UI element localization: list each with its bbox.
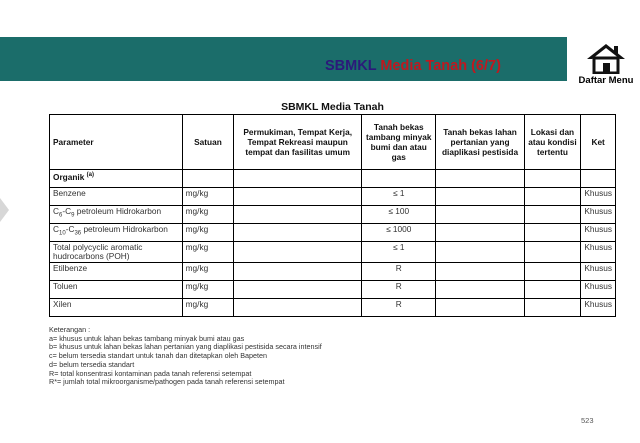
home-icon (585, 42, 627, 74)
row-parameter: Toluen (50, 281, 183, 299)
row-lokasi (524, 281, 581, 299)
row-parameter: Total polycyclic aromatic hudrocarbons (POH) (50, 242, 183, 263)
row-unit: mg/kg (182, 224, 234, 242)
row-ket: Khusus (581, 263, 616, 281)
row-ket: Khusus (581, 281, 616, 299)
group-label-cell (50, 170, 183, 188)
page-title-prefix: SBMKL (325, 58, 381, 74)
table-header-row (50, 115, 616, 170)
page-number: 523 (581, 416, 594, 425)
row-lokasi (524, 263, 581, 281)
row-parameter: Xilen (50, 299, 183, 317)
note-line: c= belum tersedia standart untuk tanah dan ditetapkan oleh Bapeten (49, 351, 267, 361)
table-caption: SBMKL Media Tanah (281, 101, 384, 113)
row-permukiman (234, 242, 362, 263)
row-tambang: R (362, 263, 436, 281)
table-row (50, 206, 616, 224)
note-line: a= khusus untuk lahan bekas tambang minyak bumi atau gas (49, 333, 245, 343)
header-parameter: Parameter (50, 115, 183, 170)
header-tambang: Tanah bekas tambang minyak bumi dan atau gas (362, 115, 436, 170)
row-unit: mg/kg (182, 281, 234, 299)
row-ket: Khusus (581, 224, 616, 242)
header-pertanian: Tanah bekas lahan pertanian yang diaplikasi pestisida (436, 115, 524, 170)
row-pertanian (436, 224, 524, 242)
row-tambang: ≤ 1 (362, 242, 436, 263)
row-permukiman (234, 224, 362, 242)
row-pertanian (436, 263, 524, 281)
table-row (50, 188, 616, 206)
row-unit: mg/kg (182, 188, 234, 206)
row-parameter: Benzene (50, 188, 183, 206)
notes-heading: Keterangan : (49, 325, 91, 334)
row-unit: mg/kg (182, 299, 234, 317)
row-lokasi (524, 224, 581, 242)
row-ket: Khusus (581, 206, 616, 224)
header-satuan: Satuan (182, 115, 234, 170)
row-pertanian (436, 281, 524, 299)
row-tambang: ≤ 100 (362, 206, 436, 224)
header-permukiman: Permukiman, Tempat Kerja, Tempat Rekreasi maupun tempat dan fasilitas umum (234, 115, 362, 170)
sbmkl-table (49, 114, 616, 317)
row-tambang: ≤ 1000 (362, 224, 436, 242)
row-pertanian (436, 242, 524, 263)
row-ket: Khusus (581, 242, 616, 263)
row-tambang: R (362, 299, 436, 317)
note-line: R= total konsentrasi kontaminan pada tanah referensi setempat (49, 368, 252, 378)
row-unit: mg/kg (182, 263, 234, 281)
row-lokasi (524, 188, 581, 206)
row-permukiman (234, 281, 362, 299)
row-permukiman (234, 299, 362, 317)
table-row (50, 224, 616, 242)
notes-block (49, 326, 322, 387)
row-lokasi (524, 299, 581, 317)
group-label: Organik (53, 171, 85, 182)
row-permukiman (234, 188, 362, 206)
row-parameter: Etilbenze (50, 263, 183, 281)
table-row (50, 281, 616, 299)
note-line: b= khusus untuk lahan bekas lahan pertanian yang diaplikasi pestisida secara intensif (49, 342, 322, 352)
row-permukiman (234, 263, 362, 281)
row-tambang: R (362, 281, 436, 299)
table-row (50, 299, 616, 317)
header-ket: Ket (581, 115, 616, 170)
row-tambang: ≤ 1 (362, 188, 436, 206)
table-row (50, 242, 616, 263)
page-edge-tab (0, 198, 9, 222)
row-lokasi (524, 242, 581, 263)
table-row (50, 263, 616, 281)
row-unit: mg/kg (182, 242, 234, 263)
group-label-sup: (a) (86, 172, 95, 178)
page-title (325, 58, 501, 74)
row-pertanian (436, 299, 524, 317)
row-parameter: $C_{10}-C_{36}$ petroleum Hidrokarbon (50, 224, 183, 242)
page-title-main: Media Tanah (6/7) (380, 58, 501, 74)
note-line: d= belum tersedia standart (49, 359, 135, 369)
row-parameter: $C_6-C_9$ petroleum Hidrokarbon (50, 206, 183, 224)
row-permukiman (234, 206, 362, 224)
home-menu-button[interactable] (578, 42, 634, 86)
home-menu-label: Daftar Menu (578, 75, 634, 86)
row-pertanian (436, 188, 524, 206)
row-ket: Khusus (581, 188, 616, 206)
note-line: R*= jumlah total mikroorganisme/pathogen pada tanah referensi setempat (49, 377, 285, 387)
row-pertanian (436, 206, 524, 224)
row-lokasi (524, 206, 581, 224)
header-lokasi: Lokasi dan atau kondisi tertentu (524, 115, 581, 170)
table-group-row (50, 170, 616, 188)
row-unit: mg/kg (182, 206, 234, 224)
row-ket: Khusus (581, 299, 616, 317)
